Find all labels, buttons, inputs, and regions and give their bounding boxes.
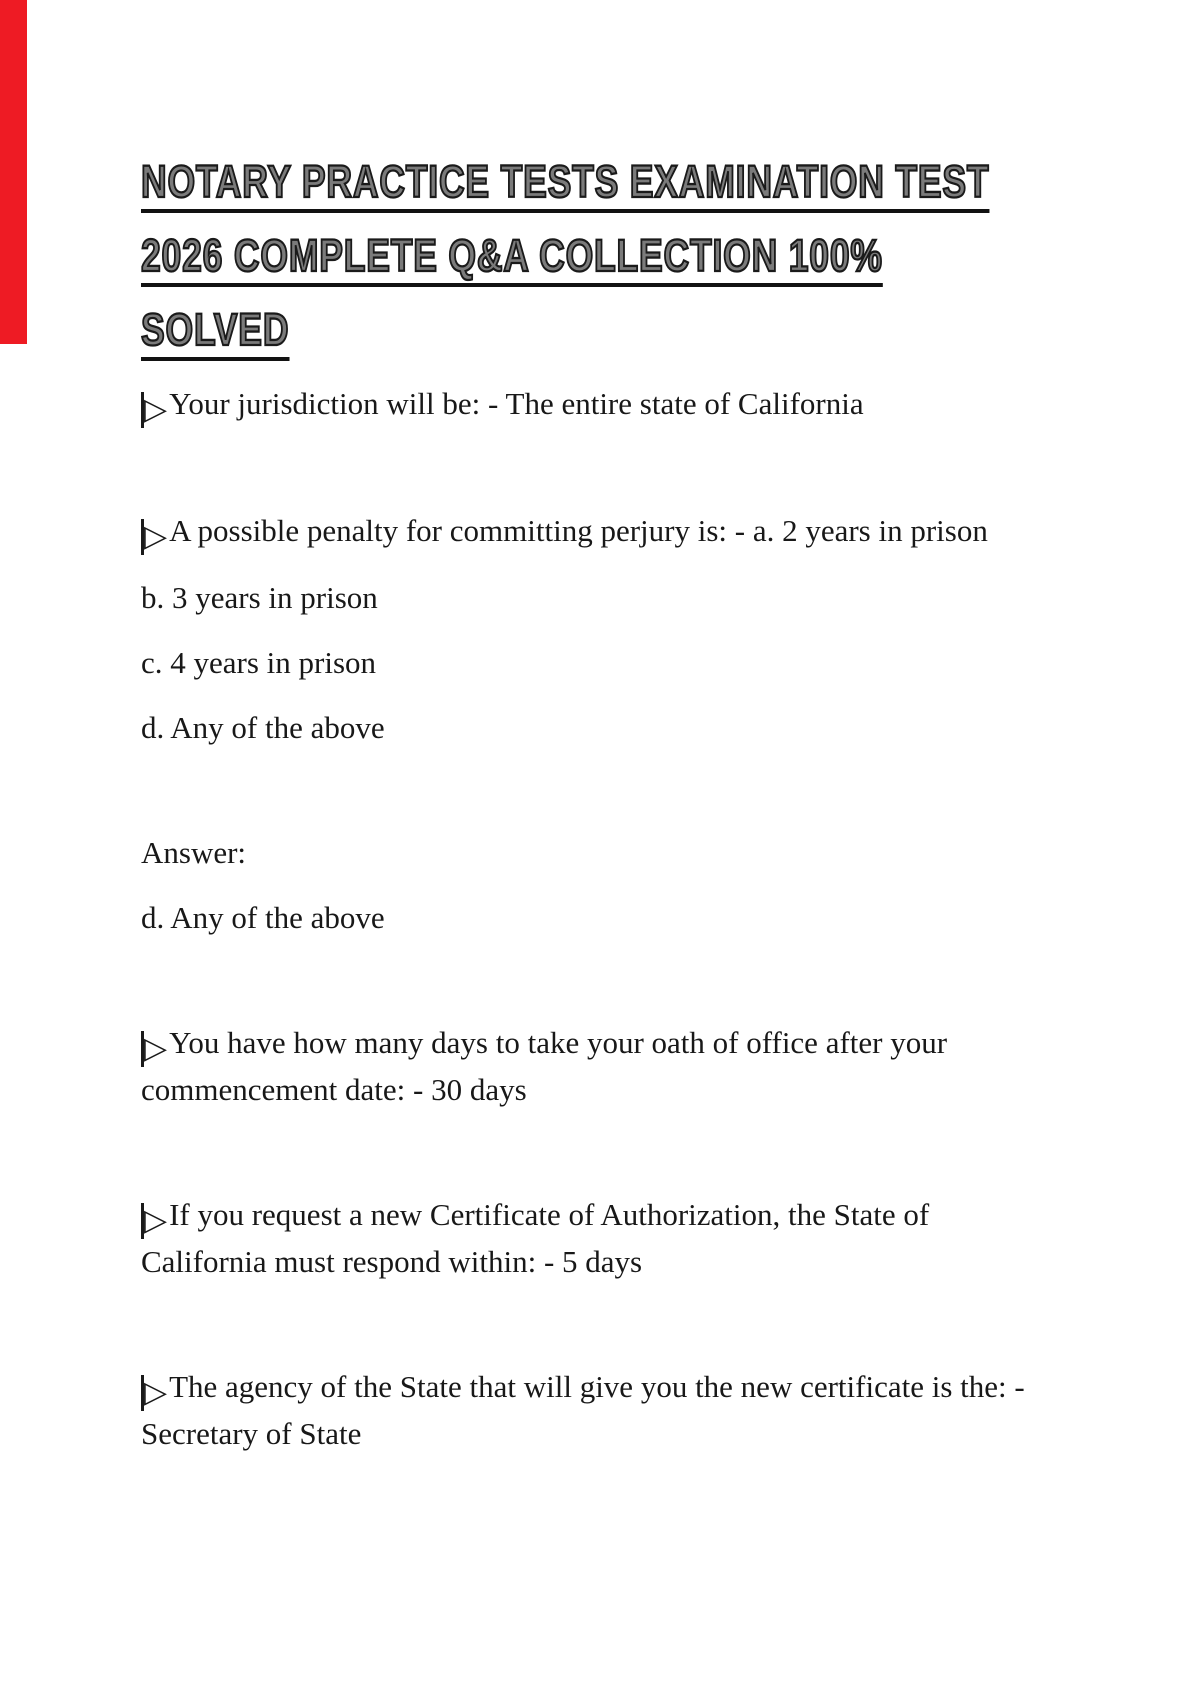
red-accent-bar bbox=[0, 0, 27, 344]
answer-label: Answer: bbox=[141, 835, 247, 870]
arrow-bullet-icon: ▷ bbox=[141, 392, 167, 428]
qa-item-certificate-authorization bbox=[141, 1192, 1161, 1284]
qa-item-oath-of-office bbox=[141, 1020, 1161, 1112]
arrow-bullet-icon: ▷ bbox=[141, 1375, 167, 1411]
title-line-1: NOTARY PRACTICE TESTS EXAMINATION TEST bbox=[141, 159, 989, 213]
arrow-bullet-icon: ▷ bbox=[141, 1203, 167, 1239]
answer-value: d. Any of the above bbox=[141, 900, 385, 935]
qa-item-perjury-question bbox=[141, 508, 1161, 555]
qa-item-jurisdiction bbox=[141, 381, 1161, 428]
option-c: c. 4 years in prison bbox=[141, 645, 377, 680]
qa-item-state-agency bbox=[141, 1364, 1161, 1456]
qa-text-line-2: commencement date: - 30 days bbox=[141, 1072, 527, 1107]
title-line-3: SOLVED bbox=[141, 307, 289, 361]
qa-content bbox=[141, 381, 1161, 1456]
document-body bbox=[141, 156, 1161, 1456]
option-b: b. 3 years in prison bbox=[141, 580, 378, 615]
title-line-2: 2026 COMPLETE Q&A COLLECTION 100% bbox=[141, 233, 883, 287]
option-d: d. Any of the above bbox=[141, 710, 385, 745]
arrow-bullet-icon: ▷ bbox=[141, 1031, 167, 1067]
qa-text-line-1: If you request a new Certificate of Authorization, the State of bbox=[169, 1197, 930, 1232]
qa-text-line-2: California must respond within: - 5 days bbox=[141, 1244, 643, 1279]
qa-text-line-2: Secretary of State bbox=[141, 1416, 362, 1451]
document-title bbox=[141, 156, 1161, 361]
qa-text: A possible penalty for committing perjury is: - a. 2 years in prison bbox=[169, 513, 988, 548]
arrow-bullet-icon: ▷ bbox=[141, 519, 167, 555]
qa-text-line-1: You have how many days to take your oath of office after your bbox=[169, 1025, 948, 1060]
qa-text-line-1: The agency of the State that will give you the new certificate is the: - bbox=[169, 1369, 1025, 1404]
qa-text: Your jurisdiction will be: - The entire state of California bbox=[169, 386, 864, 421]
